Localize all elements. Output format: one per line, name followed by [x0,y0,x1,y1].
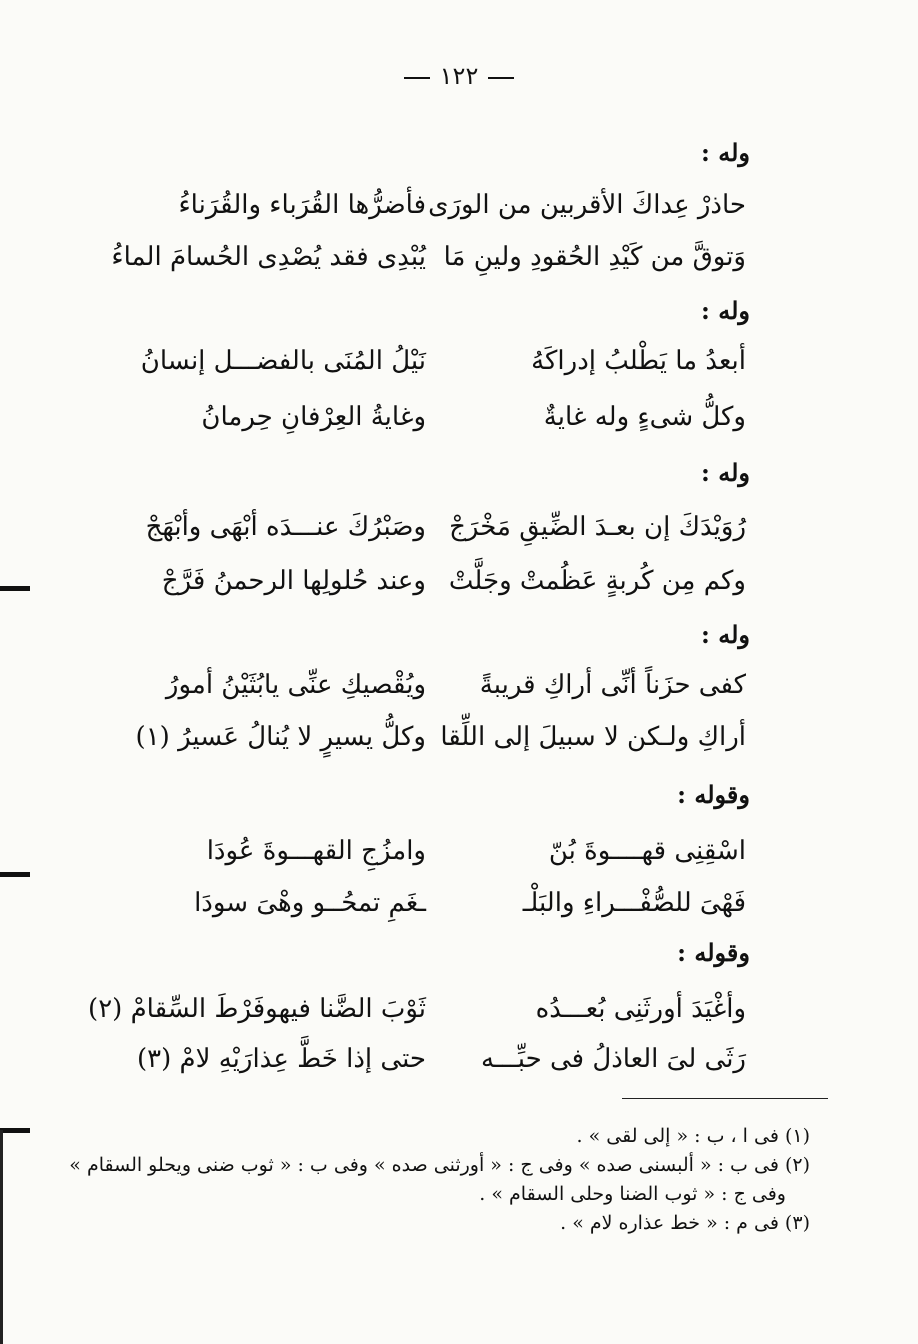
section-heading: وله : [701,620,750,649]
verse-first-hemistich: حاذرْ عِداكَ الأقربين من الورَى [428,190,746,220]
verse-first-hemistich: أراكِ ولـكن لا سبيلَ إلى اللِّقا [440,722,746,752]
verse-first-hemistich: وأغْيَدَ أورثَنِى بُعـــدُه [535,994,746,1024]
verse-first-hemistich: رَثَى لىَ العاذلُ فى حبِّـــه [480,1044,746,1074]
verse-second-hemistich: وامزُجِ القهـــوةَ عُودَا [206,836,426,866]
footnote-divider [622,1098,828,1099]
verse-second-hemistich: وكلُّ يسيرٍ لا يُنالُ عَسيرُ (١) [135,722,426,752]
verse-second-hemistich: ثَوْبَ الضَّنا فيهوفَرْطَ السِّقامْ (٢) [88,994,426,1024]
footnote-continuation: وفى ج : « ثوب الضنا وحلى السقام » . [479,1183,786,1205]
verse-second-hemistich: نَيْلُ المُنَى بالفضـــل إنسانُ [140,346,426,376]
page-edge-line [0,1130,13,1344]
verse-second-hemistich: ويُقْصيكِ عنِّى يابُثَيْنُ أمورُ [165,670,426,700]
footnote: (٢) فى ب : « ألبسنى صده » وفى ج : « أورثنى صده » وفى ب : « ثوب ضنى ويحلو السقام » [69,1154,810,1176]
margin-mark [0,586,30,591]
section-heading: وله : [701,458,750,487]
verse-second-hemistich: فأضرُّها القُرَباء والقُرَناءُ [178,190,426,220]
section-heading: وله : [701,138,750,167]
footnote: (١) فى ا ، ب : « إلى لقى » . [576,1125,810,1147]
section-heading: وله : [701,296,750,325]
footnotes [69,1122,810,1238]
page-number-text: ١٢٢ [439,62,479,90]
verse-first-hemistich: فَهْىَ للصُّفْـــراءِ والبَلْـ [522,888,746,918]
footnote: (٣) فى م : « خط عذاره لام » . [560,1212,810,1234]
verse-second-hemistich: وعند حُلولِها الرحمنُ فَرَّجْ [161,566,426,596]
verse-first-hemistich: وَتوقَّ من كَيْدِ الحُقودِ ولينِ مَا [443,242,746,272]
margin-mark [0,872,30,877]
verse-first-hemistich: وكلُّ شىءٍ وله غايةٌ [543,402,746,432]
verse-second-hemistich: ـغَمِ تمحُــو وهْىَ سودَا [194,888,426,918]
section-heading: وقوله : [677,780,750,809]
verse-second-hemistich: وغايةُ العِرْفانِ حِرمانُ [201,402,426,432]
verse-first-hemistich: رُوَيْدَكَ إن بعـدَ الضِّيقِ مَخْرَجْ [449,512,746,542]
verse-second-hemistich: حتى إذا خَطَّ عِذارَيْهِ لامْ (٣) [137,1044,426,1074]
verse-second-hemistich: وصَبْرُكَ عنـــدَه أبْهَى وأبْهَجْ [145,512,426,542]
verse-first-hemistich: اسْقِنِى قهــــوةَ بُنّ [548,836,746,866]
verse-second-hemistich: يُبْدِى فقد يُصْدِى الحُسامَ الماءُ [111,242,426,272]
section-heading: وقوله : [677,938,750,967]
verse-first-hemistich: كفى حزَناً أنِّى أراكِ قريبةً [479,670,746,700]
verse-first-hemistich: أبعدُ ما يَطْلبُ إدراكَهُ [531,346,746,376]
verse-first-hemistich: وكم مِن كُربةٍ عَظُمتْ وجَلَّتْ [448,566,746,596]
